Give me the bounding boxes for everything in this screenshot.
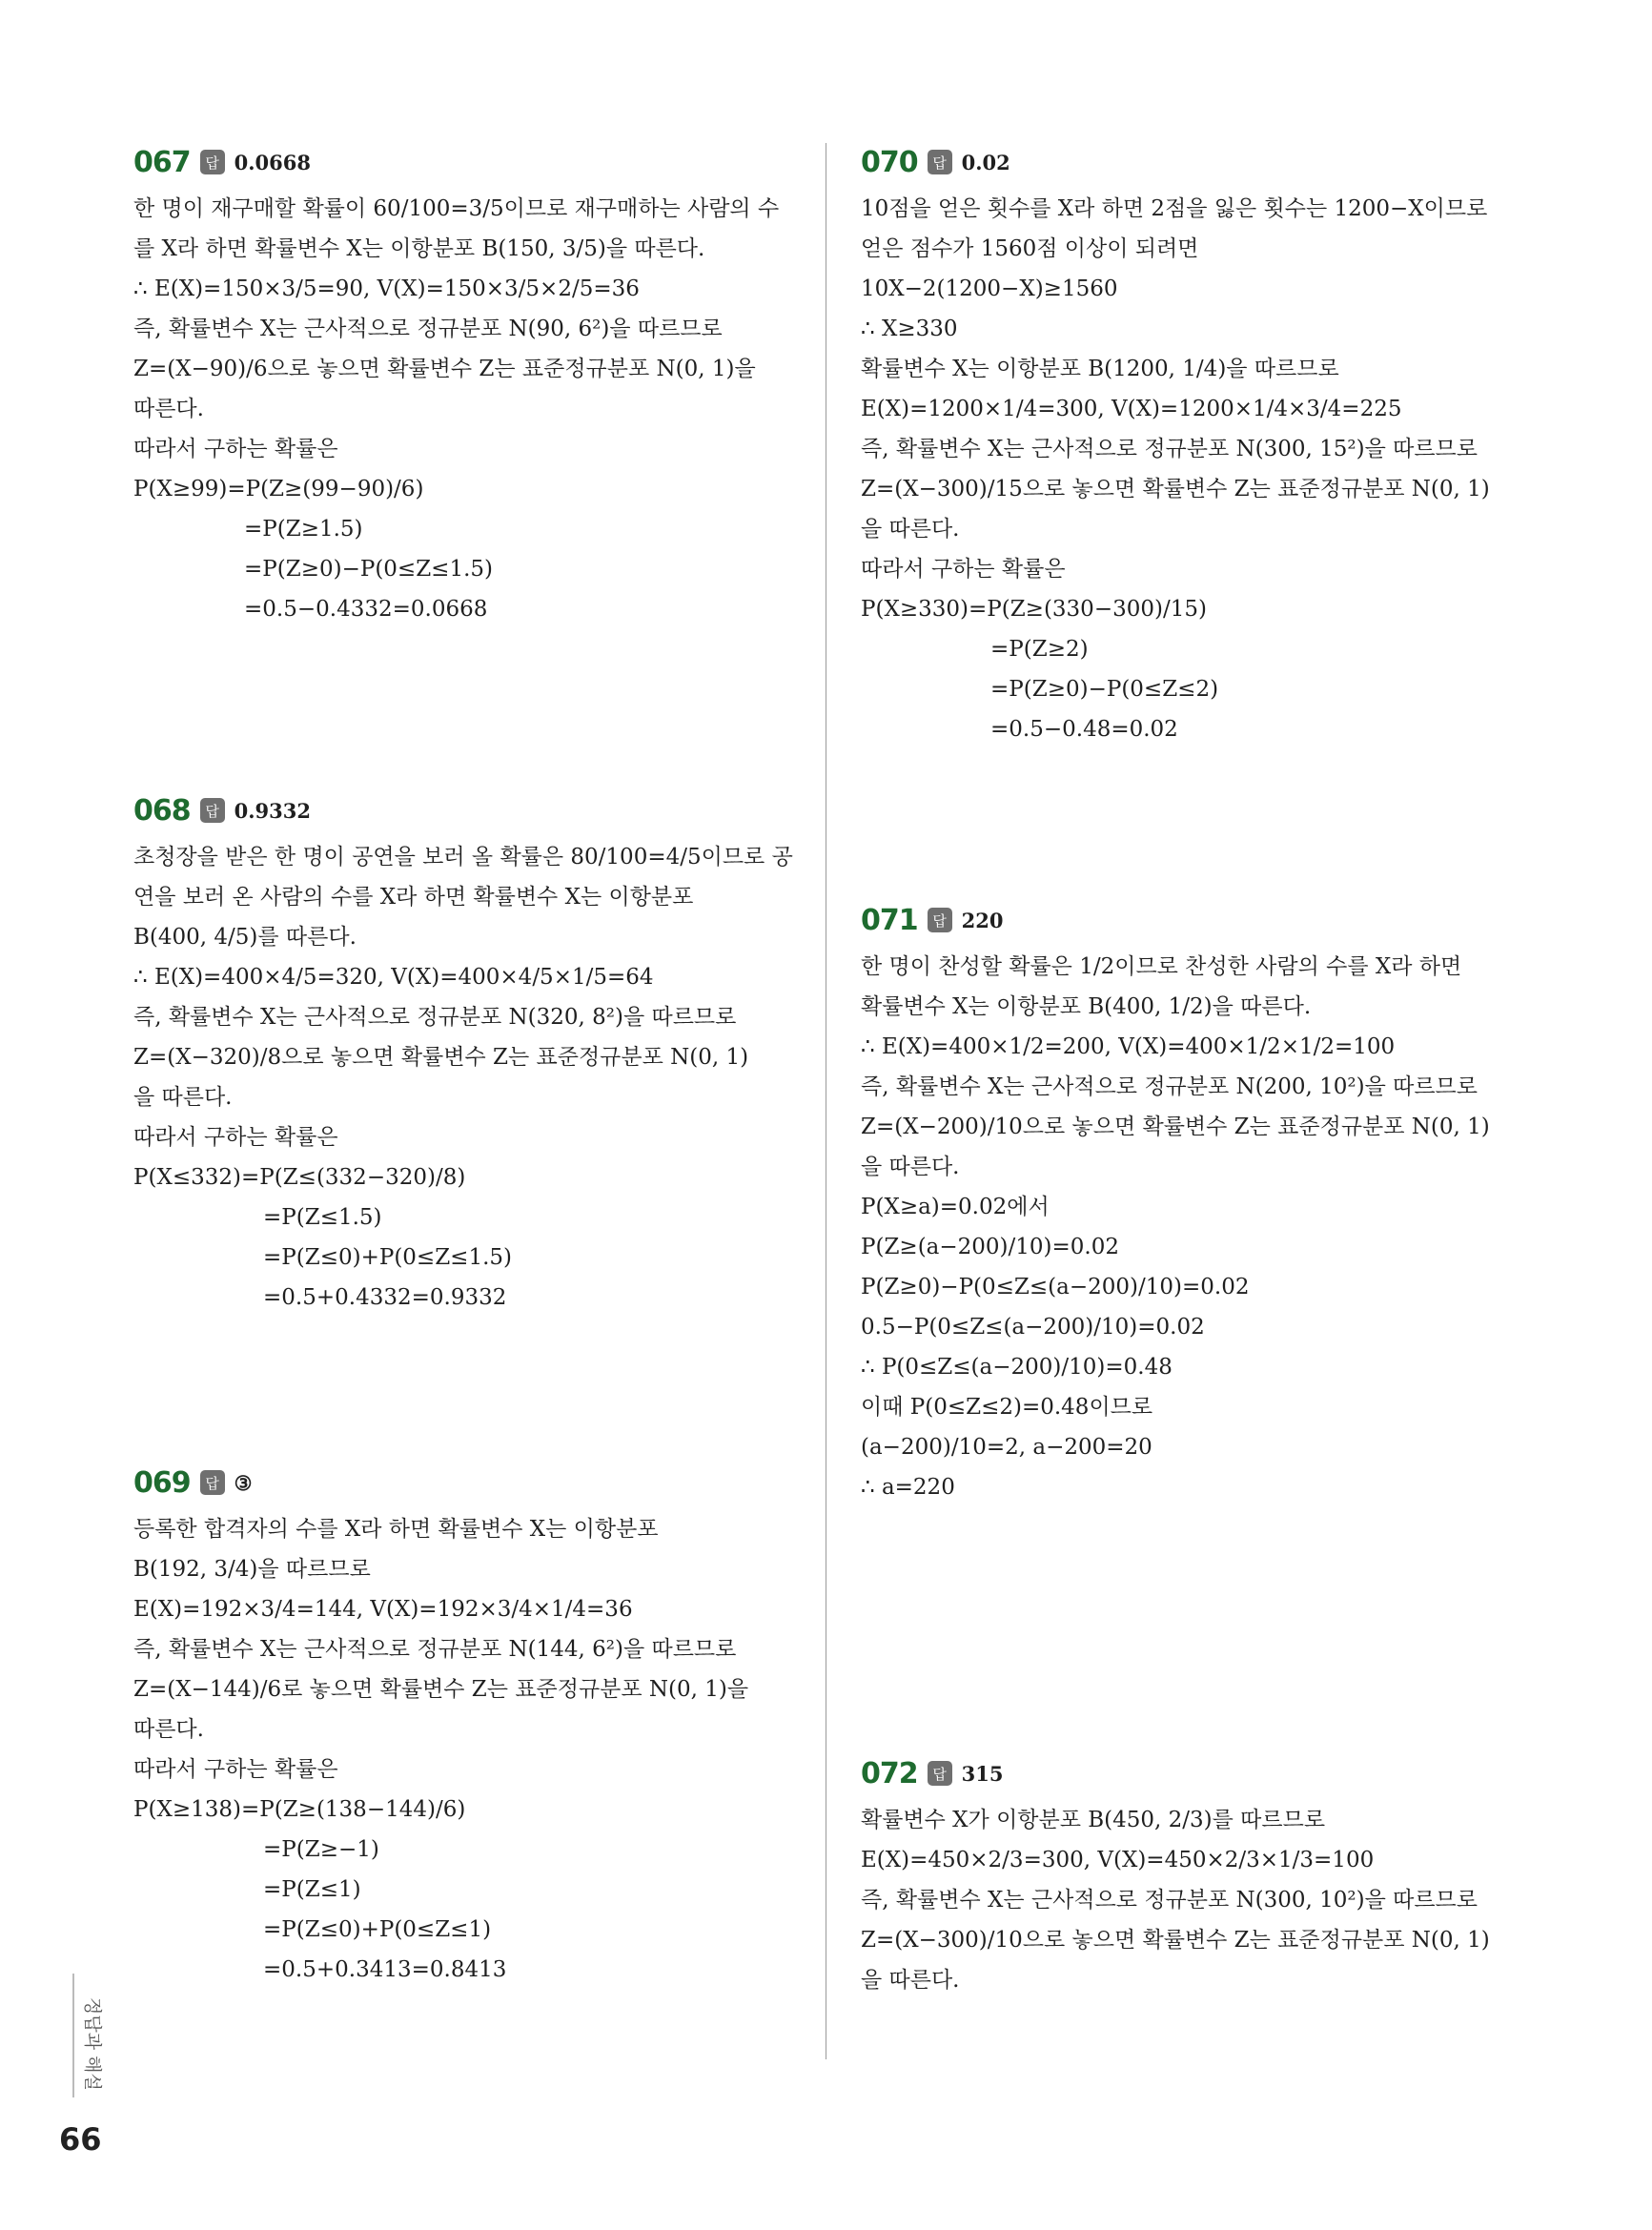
solution-line: 10X−2(1200−X)≥1560 <box>861 276 1118 301</box>
solution-line: 따른다. <box>133 1717 204 1742</box>
answer-value: 220 <box>961 908 1004 932</box>
solution-line: =P(Z≥0)−P(0≤Z≤2) <box>990 677 1219 702</box>
side-tab <box>61 1997 118 2093</box>
problem-number: 072 <box>861 1756 918 1790</box>
solution-line: 따른다. <box>133 397 204 421</box>
problem-070 <box>861 143 1528 749</box>
solution-line: P(X≥330)=P(Z≥(330−300)/15) <box>861 597 1207 622</box>
problem-069 <box>133 1463 801 1990</box>
problem-header <box>133 143 801 181</box>
solution-line: 즉, 확률변수 X는 근사적으로 정규분포 N(300, 10²)을 따르므로 <box>861 1888 1478 1913</box>
problem-header <box>861 1754 1528 1792</box>
solution-line: 연을 보러 온 사람의 수를 X라 하면 확률변수 X는 이항분포 <box>133 885 694 910</box>
solution-line: =P(Z≥2) <box>990 637 1089 662</box>
solution-line: 한 명이 찬성할 확률은 1/2이므로 찬성한 사람의 수를 X라 하면 <box>861 954 1462 979</box>
page-number: 66 <box>59 2121 102 2158</box>
problem-071 <box>861 901 1528 1507</box>
solution-line: E(X)=450×2/3=300, V(X)=450×2/3×1/3=100 <box>861 1848 1375 1872</box>
solution-line: E(X)=1200×1/4=300, V(X)=1200×1/4×3/4=225 <box>861 397 1402 421</box>
solution-line: =P(Z≤0)+P(0≤Z≤1.5) <box>263 1245 513 1270</box>
solution-line: ∴ E(X)=400×1/2=200, V(X)=400×1/2×1/2=100 <box>861 1034 1396 1059</box>
solution-line: =0.5−0.4332=0.0668 <box>244 597 488 622</box>
problem-number: 067 <box>133 145 191 179</box>
solution-line: =P(Z≤1) <box>263 1877 361 1902</box>
solution-line: 따라서 구하는 확률은 <box>133 1125 338 1150</box>
solution-line: 따라서 구하는 확률은 <box>133 437 338 461</box>
solution-line: 확률변수 X는 이항분포 B(1200, 1/4)을 따르므로 <box>861 357 1339 381</box>
answer-tag-icon: 답 <box>200 1470 225 1495</box>
problem-header <box>861 901 1528 939</box>
solution-line: 을 따른다. <box>861 517 960 542</box>
problem-header <box>133 791 801 829</box>
solution-line: 을 따른다. <box>861 1968 960 1993</box>
solution-line: ∴ a=220 <box>861 1475 955 1500</box>
solution-line: 한 명이 재구매할 확률이 60/100=3/5이므로 재구매하는 사람의 수 <box>133 196 780 221</box>
problem-number: 069 <box>133 1465 191 1500</box>
solution-line: ∴ E(X)=150×3/5=90, V(X)=150×3/5×2/5=36 <box>133 276 640 301</box>
solution-line: 따라서 구하는 확률은 <box>861 557 1066 582</box>
solution-line: Z=(X−90)/6으로 놓으면 확률변수 Z는 표준정규분포 N(0, 1)을 <box>133 357 756 381</box>
problem-header <box>133 1463 801 1502</box>
solution-line: =0.5−0.48=0.02 <box>990 717 1178 742</box>
answer-tag-icon: 답 <box>928 150 952 174</box>
problem-number: 068 <box>133 793 191 828</box>
solution-line: ∴ E(X)=400×4/5=320, V(X)=400×4/5×1/5=64 <box>133 965 654 990</box>
solution-line: =P(Z≥0)−P(0≤Z≤1.5) <box>244 557 494 582</box>
solution-line: 등록한 합격자의 수를 X라 하면 확률변수 X는 이항분포 <box>133 1517 659 1542</box>
solution-line: 얻은 점수가 1560점 이상이 되려면 <box>861 236 1199 261</box>
solution-line: 10점을 얻은 횟수를 X라 하면 2점을 잃은 횟수는 1200−X이므로 <box>861 196 1488 221</box>
solution-line: =0.5+0.4332=0.9332 <box>263 1285 507 1310</box>
solution-line: 을 따른다. <box>133 1085 233 1110</box>
solution-line: =0.5+0.3413=0.8413 <box>263 1957 507 1982</box>
solution-line: 을 따른다. <box>861 1155 960 1179</box>
solution-line: Z=(X−144)/6로 놓으면 확률변수 Z는 표준정규분포 N(0, 1)을 <box>133 1677 749 1702</box>
solution-line: P(Z≥0)−P(0≤Z≤(a−200)/10)=0.02 <box>861 1275 1250 1299</box>
solution-line: Z=(X−320)/8으로 놓으면 확률변수 Z는 표준정규분포 N(0, 1) <box>133 1045 749 1070</box>
solution-line: 즉, 확률변수 X는 근사적으로 정규분포 N(90, 6²)을 따르므로 <box>133 317 723 341</box>
solution-line: (a−200)/10=2, a−200=20 <box>861 1435 1152 1460</box>
problem-068 <box>133 791 801 1318</box>
solution-line: =P(Z≥−1) <box>263 1837 379 1862</box>
problem-header <box>861 143 1528 181</box>
problem-number: 070 <box>861 145 918 179</box>
solution-line: Z=(X−300)/10으로 놓으면 확률변수 Z는 표준정규분포 N(0, 1) <box>861 1928 1490 1953</box>
solution-line: 즉, 확률변수 X는 근사적으로 정규분포 N(320, 8²)을 따르므로 <box>133 1005 737 1030</box>
solution-line: P(X≥138)=P(Z≥(138−144)/6) <box>133 1797 466 1822</box>
solution-line: =P(Z≤0)+P(0≤Z≤1) <box>263 1917 492 1942</box>
solution-line: 를 X라 하면 확률변수 X는 이항분포 B(150, 3/5)을 따른다. <box>133 236 705 261</box>
solution-line: =P(Z≤1.5) <box>263 1205 382 1230</box>
solution-line: 따라서 구하는 확률은 <box>133 1757 338 1782</box>
solution-line: P(X≥a)=0.02에서 <box>861 1195 1050 1219</box>
solution-line: Z=(X−200)/10으로 놓으면 확률변수 Z는 표준정규분포 N(0, 1) <box>861 1115 1490 1139</box>
solution-line: P(X≤332)=P(Z≤(332−320)/8) <box>133 1165 466 1190</box>
problem-067 <box>133 143 801 629</box>
solution-line: B(192, 3/4)을 따르므로 <box>133 1557 371 1582</box>
solution-line: ∴ P(0≤Z≤(a−200)/10)=0.48 <box>861 1355 1173 1380</box>
solution-line: 즉, 확률변수 X는 근사적으로 정규분포 N(300, 15²)을 따르므로 <box>861 437 1478 461</box>
solution-line: 0.5−P(0≤Z≤(a−200)/10)=0.02 <box>861 1315 1205 1340</box>
solution-line: P(Z≥(a−200)/10)=0.02 <box>861 1235 1120 1259</box>
solution-line: 확률변수 X가 이항분포 B(450, 2/3)를 따르므로 <box>861 1808 1326 1832</box>
solution-line: 이때 P(0≤Z≤2)=0.48이므로 <box>861 1395 1153 1420</box>
solution-line: ∴ X≥330 <box>861 317 958 341</box>
answer-value: 315 <box>961 1761 1004 1786</box>
problem-072 <box>861 1754 1528 2000</box>
side-tab-label: 정답과 해설 <box>82 1997 103 2091</box>
solution-line: 확률변수 X는 이항분포 B(400, 1/2)을 따른다. <box>861 994 1312 1019</box>
solution-line: 즉, 확률변수 X는 근사적으로 정규분포 N(200, 10²)을 따르므로 <box>861 1074 1478 1099</box>
solution-line: P(X≥99)=P(Z≥(99−90)/6) <box>133 477 424 501</box>
answer-tag-icon: 답 <box>200 150 225 174</box>
answer-value: 0.9332 <box>234 798 311 823</box>
solution-line: 즉, 확률변수 X는 근사적으로 정규분포 N(144, 6²)을 따르므로 <box>133 1637 737 1662</box>
answer-tag-icon: 답 <box>928 908 952 932</box>
solution-line: B(400, 4/5)를 따른다. <box>133 925 357 950</box>
solution-line: Z=(X−300)/15으로 놓으면 확률변수 Z는 표준정규분포 N(0, 1) <box>861 477 1490 501</box>
answer-value: ③ <box>234 1470 253 1495</box>
problem-number: 071 <box>861 903 918 937</box>
answer-tag-icon: 답 <box>928 1761 952 1786</box>
solution-line: =P(Z≥1.5) <box>244 517 363 542</box>
answer-tag-icon: 답 <box>200 798 225 823</box>
solution-line: 초청장을 받은 한 명이 공연을 보러 올 확률은 80/100=4/5이므로 공 <box>133 845 793 869</box>
solution-line: E(X)=192×3/4=144, V(X)=192×3/4×1/4=36 <box>133 1597 633 1622</box>
answer-value: 0.0668 <box>234 150 311 174</box>
answer-value: 0.02 <box>961 150 1010 174</box>
